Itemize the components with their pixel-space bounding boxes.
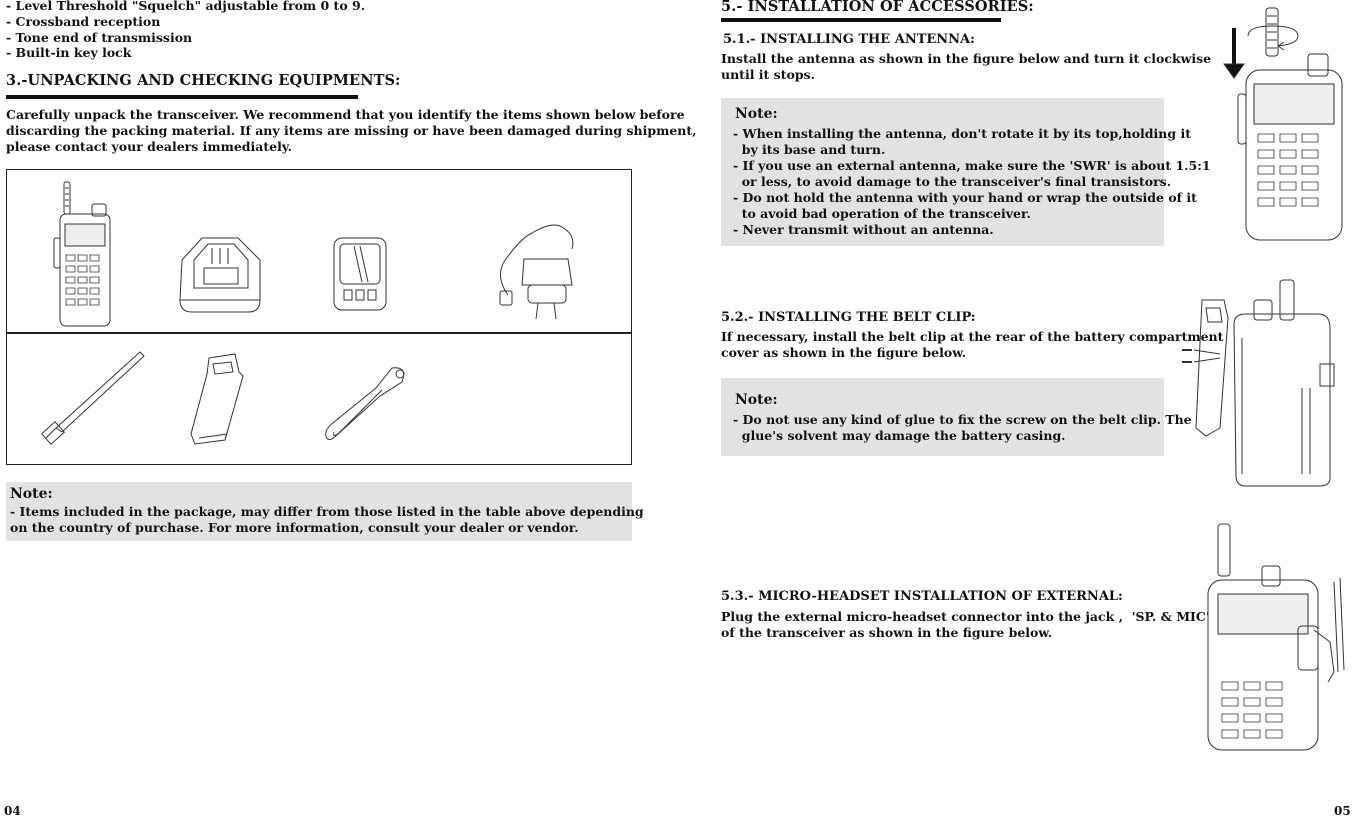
note-line: on the country of purchase. For more information, consult your dealer or vendor. xyxy=(10,520,579,535)
section3-paragraph-line: Carefully unpack the transceiver. We recommend that you identify the items shown below before xyxy=(6,107,685,122)
s52-note xyxy=(721,378,1192,456)
section3-heading: 3.-UNPACKING AND CHECKING EQUIPMENTS: xyxy=(6,72,401,89)
s52-text-line: If necessary, install the belt clip at the rear of the battery compartment xyxy=(721,329,1224,344)
note-line: - Never transmit without an antenna. xyxy=(733,222,994,237)
s53-text-line: Plug the external micro-headset connector into the jack , 'SP. & MIC' xyxy=(721,609,1210,624)
battery-pack-icon xyxy=(330,232,390,314)
s51-text-line: until it stops. xyxy=(721,67,815,82)
charging-cradle-icon xyxy=(172,230,267,320)
feature-squelch: - Level Threshold "Squelch" adjustable from 0 to 9. xyxy=(6,0,366,13)
belt-clip-icon xyxy=(185,352,255,447)
hand-strap-icon xyxy=(320,360,415,450)
s52-text-line: cover as shown in the figure below. xyxy=(721,345,967,360)
antenna-icon xyxy=(40,348,150,448)
section3-paragraph-line: discarding the packing material. If any items are missing or have been damaged during shipment, xyxy=(6,123,697,138)
section3-paragraph-line: please contact your dealers immediately. xyxy=(6,139,293,154)
s53-heading: 5.3.- MICRO-HEADSET INSTALLATION OF EXTERNAL: xyxy=(721,589,1123,604)
note-line: glue's solvent may damage the battery casing. xyxy=(733,428,1066,443)
note-line: to avoid bad operation of the transceiver. xyxy=(733,206,1031,221)
page-number: 05 xyxy=(1334,804,1351,818)
s51-note xyxy=(721,98,1211,246)
note-line: by its base and turn. xyxy=(733,142,886,157)
page-number: 04 xyxy=(4,804,21,818)
feature-tone-end: - Tone end of transmission xyxy=(6,30,193,45)
s52-heading: 5.2.- INSTALLING THE BELT CLIP: xyxy=(721,310,976,325)
s51-text-line: Install the antenna as shown in the figure below and turn it clockwise xyxy=(721,51,1212,66)
note-title: Note: xyxy=(10,486,53,502)
radio-transceiver-icon xyxy=(48,180,123,330)
ac-adapter-icon xyxy=(492,215,582,325)
s53-text-line: of the transceiver as shown in the figure below. xyxy=(721,625,1053,640)
note-line: - When installing the antenna, don't rotate it by its top,holding it xyxy=(733,126,1191,141)
left-note xyxy=(6,482,644,541)
note-line: - Do not use any kind of glue to fix the screw on the belt clip. The xyxy=(733,412,1192,427)
feature-crossband: - Crossband reception xyxy=(6,14,161,29)
feature-key-lock: - Built-in key lock xyxy=(6,45,132,60)
antenna-install-figure-icon xyxy=(1218,4,1348,242)
note-line: or less, to avoid damage to the transceiver's final transistors. xyxy=(733,174,1172,189)
section5-heading: 5.- INSTALLATION OF ACCESSORIES: xyxy=(721,0,1034,15)
belt-clip-install-figure-icon xyxy=(1180,278,1345,488)
note-line: - If you use an external antenna, make sure the 'SWR' is about 1.5:1 xyxy=(733,158,1211,173)
note-title: Note: xyxy=(735,106,778,122)
note-line: - Items included in the package, may differ from those listed in the table above depending xyxy=(10,504,644,519)
micro-headset-install-figure-icon xyxy=(1198,522,1348,752)
note-line: - Do not hold the antenna with your hand or wrap the outside of it xyxy=(733,190,1197,205)
package-items-table-divider xyxy=(6,332,632,334)
s51-heading: 5.1.- INSTALLING THE ANTENNA: xyxy=(723,32,975,47)
section5-underline xyxy=(721,18,1001,22)
note-title: Note: xyxy=(735,392,778,408)
section3-underline xyxy=(6,95,358,99)
